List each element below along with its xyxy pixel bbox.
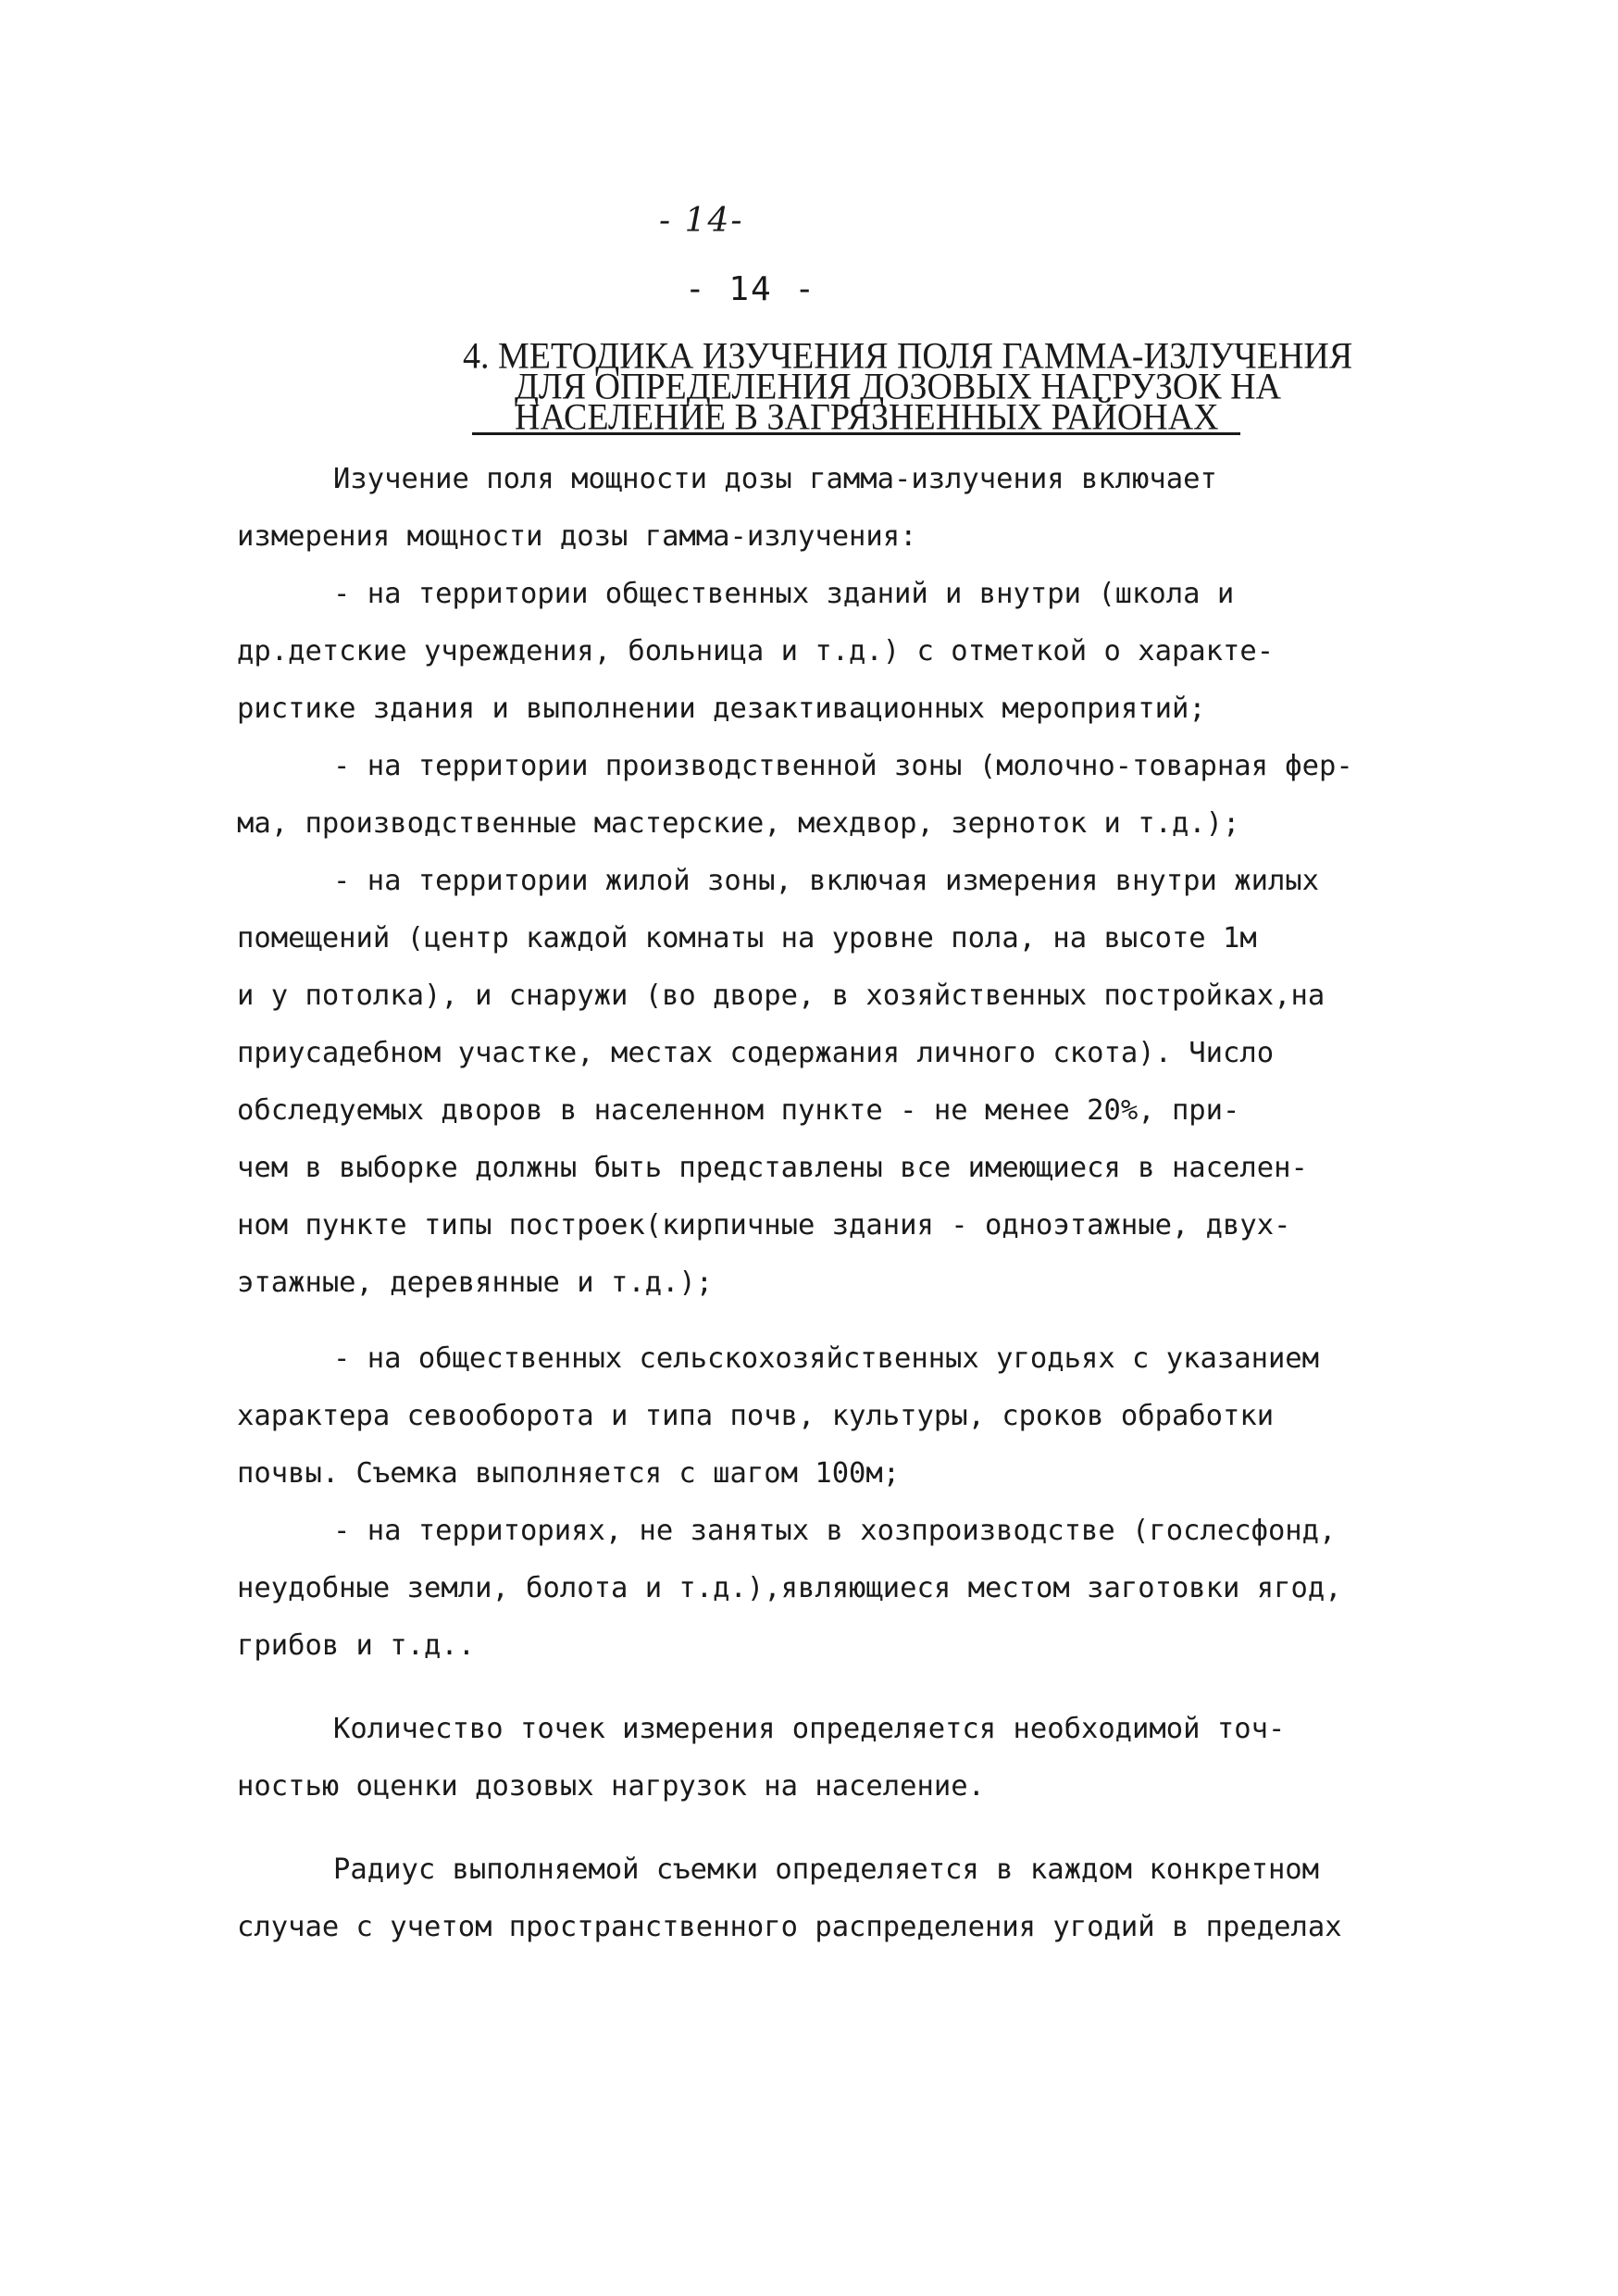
text-line: др.детские учреждения, больница и т.д.) с отметкой о характе-: [237, 635, 1275, 668]
text-line: случае с учетом пространственного распределения угодий в пределах: [237, 1911, 1342, 1943]
page-number-handwritten: - 14-: [659, 202, 744, 240]
text-line: обследуемых дворов в населенном пункте - не менее 20%, при-: [237, 1094, 1240, 1127]
section-heading-line: 4. МЕТОДИКА ИЗУЧЕНИЯ ПОЛЯ ГАММА-ИЗЛУЧЕНИЯ: [463, 335, 1353, 377]
text-line: - на территории производственной зоны (молочно-товарная фер-: [333, 750, 1353, 782]
text-line: помещений (центр каждой комнаты на уровне пола, на высоте 1м: [237, 922, 1257, 955]
heading-underline: [472, 432, 1240, 435]
text-line: ном пункте типы построек(кирпичные здания - одноэтажные, двух-: [237, 1209, 1291, 1242]
text-line: грибов и т.д..: [237, 1629, 476, 1662]
text-line: - на территории общественных зданий и внутри (школа и: [333, 578, 1235, 610]
text-line: ма, производственные мастерские, мехдвор, зерноток и т.д.);: [237, 807, 1240, 840]
text-line: измерения мощности дозы гамма-излучения:: [237, 520, 917, 553]
text-line: и у потолка), и снаружи (во дворе, в хозяйственных постройках,на: [237, 980, 1326, 1012]
section-heading: [463, 335, 1353, 438]
section-heading-line: НАСЕЛЕНИЕ В ЗАГРЯЗНЕННЫХ РАЙОНАХ: [515, 396, 1219, 438]
text-line: чем в выборке должны быть представлены все имеющиеся в населен-: [237, 1152, 1308, 1184]
text-line: этажные, деревянные и т.д.);: [237, 1267, 714, 1299]
text-line: - на общественных сельскохозяйственных угодьях с указанием: [333, 1342, 1320, 1375]
text-line: характера севооборота и типа почв, культуры, сроков обработки: [237, 1400, 1275, 1432]
text-line: неудобные земли, болота и т.д.),являющиеся местом заготовки ягод,: [237, 1572, 1342, 1604]
text-line: Радиус выполняемой съемки определяется в каждом конкретном: [333, 1853, 1320, 1886]
text-line: Количество точек измерения определяется необходимой точ-: [333, 1713, 1286, 1745]
text-line: приусадебном участке, местах содержания личного скота). Число: [237, 1037, 1275, 1069]
text-line: - на территории жилой зоны, включая измерения внутри жилых: [333, 865, 1320, 897]
text-line: - на территориях, не занятых в хозпроизводстве (гослесфонд,: [333, 1515, 1337, 1547]
page-number-typed: - 14 -: [685, 270, 817, 308]
text-line: Изучение поля мощности дозы гамма-излучения включает: [333, 463, 1217, 495]
text-line: ностью оценки дозовых нагрузок на население.: [237, 1770, 985, 1803]
text-line: почвы. Съемка выполняется с шагом 100м;: [237, 1457, 901, 1490]
text-line: ристике здания и выполнении дезактивационных мероприятий;: [237, 693, 1206, 725]
section-heading-line: ДЛЯ ОПРЕДЕЛЕНИЯ ДОЗОВЫХ НАГРУЗОК НА: [515, 366, 1282, 407]
